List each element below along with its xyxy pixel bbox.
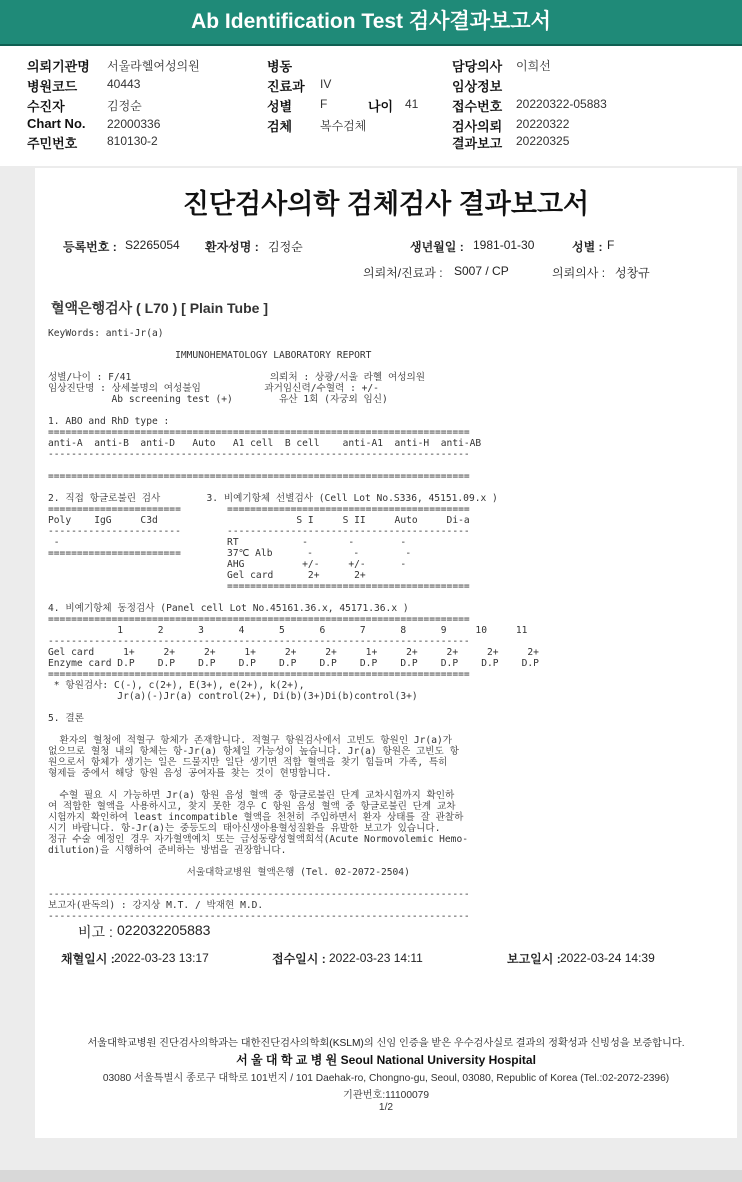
reg-label: 등록번호 : — [63, 240, 117, 254]
header-label: 검체 — [267, 119, 293, 134]
report-line: 보고자(판독의) : 강지상 M.T. / 박재현 M.D. — [48, 900, 264, 911]
report-line: 시험까지 확인하여 least incompatible 혈액을 천천히 주입하면서 환자 상태를 잘 관찰하 — [48, 812, 464, 823]
header-label: 담당의사 — [452, 59, 503, 74]
report-line: 시기 바랍니다. 항-Jr(a)는 중등도의 태아신생아용혈성질환을 유발한 보고가 있습니다. — [48, 823, 441, 834]
dept-label: 의뢰처/진료과 : — [363, 266, 443, 280]
report-line: 5. 결론 — [48, 713, 84, 724]
header-value: 복수검체 — [320, 119, 367, 133]
sex-value: F — [607, 238, 615, 252]
report-line: anti-A anti-B anti-D Auto A1 cell B cell anti-A1 anti-H anti-AB — [48, 438, 482, 449]
report-line: ========================================================================= — [48, 427, 470, 438]
header-label: 나이 — [368, 99, 394, 114]
report-paper — [35, 168, 737, 1138]
doctor-value: 성창규 — [615, 266, 650, 280]
header-label: Chart No. — [27, 116, 86, 131]
header-value: 810130-2 — [107, 134, 158, 148]
report-line: 수혈 필요 시 가능하면 Jr(a) 항원 음성 혈액 중 항글로불린 단계 교차시험까지 확인하 — [48, 790, 455, 801]
report-line — [48, 702, 539, 713]
page-number: 1/2 — [378, 1102, 394, 1113]
report-line: ======================= ========================================== — [48, 504, 470, 515]
report-line: ------------------------------------------------------------------------- — [48, 449, 470, 460]
patient-label: 환자성명 : — [205, 240, 259, 254]
report-line: ========================================================================= — [48, 669, 470, 680]
header-label: 성별 — [267, 99, 293, 114]
report-line — [48, 779, 539, 790]
report-line: Ab screening test (+) 유산 1회 (자궁외 임신) — [48, 394, 388, 405]
dob-label: 생년월일 : — [410, 240, 464, 254]
report-line: ========================================================================= — [48, 614, 470, 625]
header-value: IV — [320, 77, 332, 91]
collect-label: 채혈일시 : — [61, 952, 115, 966]
report-line: 없으므로 혈청 내의 항체는 항-Jr(a) 항체일 가능성이 높습니다. Jr(a) 항원은 고빈도 항 — [48, 746, 459, 757]
lab-report-body — [48, 328, 539, 922]
reg-value: S2265054 — [125, 238, 180, 252]
report-line: 성별/나이 : F/41 의뢰처 : 상광/서울 라헬 여성의원 — [48, 372, 426, 383]
report-line: ----------------------- ------------------------------------------ — [48, 526, 470, 537]
collect-value: 2022-03-23 13:17 — [114, 951, 209, 965]
report-line: dilution)을 시행하여 준비하는 방법을 권장합니다. — [48, 845, 287, 856]
header-label: 의뢰기관명 — [27, 59, 90, 74]
bottom-strip — [0, 1170, 742, 1182]
header-value: 40443 — [107, 77, 141, 91]
header-label: 검사의뢰 — [452, 119, 503, 134]
report-value: 2022-03-24 14:39 — [560, 951, 655, 965]
header-value: 20220325 — [516, 134, 570, 148]
receive-value: 2022-03-23 14:11 — [329, 951, 423, 965]
header-label: 진료과 — [267, 79, 305, 94]
report-line — [48, 361, 539, 372]
report-line: ========================================== — [48, 581, 470, 592]
report-line: 정규 수술 예정인 경우 자가혈액예치 또는 급성동량성혈액희석(Acute Normovolemic Hemo- — [48, 834, 469, 845]
report-line: ------------------------------------------------------------------------- — [48, 636, 470, 647]
report-title: 진단검사의학 검체검사 결과보고서 — [182, 189, 590, 219]
footer-hospital-en: Seoul National University Hospital — [340, 1053, 536, 1067]
header-value: F — [320, 97, 328, 111]
header-label: 임상정보 — [452, 79, 503, 94]
report-banner — [0, 0, 742, 46]
report-line — [48, 878, 539, 889]
report-line — [48, 339, 539, 350]
banner-title: Ab Identification Test 검사결과보고서 — [191, 10, 551, 33]
doctor-label: 의뢰의사 : — [552, 266, 606, 280]
header-value: 20220322-05883 — [516, 97, 607, 111]
header-value: 이희선 — [516, 59, 551, 73]
report-line: * 항원검사: C(-), c(2+), E(3+), e(2+), k(2+), — [48, 680, 305, 691]
report-line: Enzyme card D.P D.P D.P D.P D.P D.P D.P D.P D.P D.P D.P — [48, 658, 539, 669]
footer-cert: 서울대학교병원 진단검사의학과는 대한진단검사의학회(KSLM)의 신임 인증을 받은 우수검사실로 결과의 정확성과 신빙성을 보증합니다. — [87, 1038, 685, 1049]
footer-hospital — [35, 1051, 737, 1068]
report-line: ======================= 37℃ Alb - - - — [48, 548, 412, 559]
header-value: 김정순 — [107, 99, 142, 113]
report-line: 여 적합한 혈액을 사용하시고, 찾지 못한 경우 C 항원 음성 혈액 중 항글로불린 단계 교차 — [48, 801, 456, 812]
report-line — [48, 405, 539, 416]
dob-value: 1981-01-30 — [473, 238, 535, 252]
header-label: 접수번호 — [452, 99, 503, 114]
footer-address: 03080 서울특별시 종로구 대학로 101번지 / 101 Daehak-ro, Chongno-gu, Seoul, 03080, Republic of Korea (Tel.:02-2072-2396) — [102, 1073, 670, 1084]
report-line: 4. 비예기항체 동정검사 (Panel cell Lot No.45161.36.x, 45171.36.x ) — [48, 603, 409, 614]
report-line: 환자의 혈청에 적혈구 항체가 존재합니다. 적혈구 항원검사에서 고빈도 항원인 Jr(a)가 — [48, 735, 453, 746]
report-line — [48, 592, 539, 603]
report-line: - RT - - - — [48, 537, 407, 548]
request-header — [0, 46, 742, 166]
report-label: 보고일시 : — [507, 952, 561, 966]
sex-label: 성별 : — [572, 240, 603, 254]
report-line: IMMUNOHEMATOLOGY LABORATORY REPORT — [48, 350, 372, 361]
report-line: 1 2 3 4 5 6 7 8 9 10 11 — [48, 625, 528, 636]
report-line: 서울대학교병원 혈액은행 (Tel. 02-2072-2504) — [48, 867, 410, 878]
report-line — [48, 856, 539, 867]
header-label: 병동 — [267, 59, 293, 74]
footer-institution-no: 기관번호:11100079 — [342, 1090, 429, 1101]
header-value: 22000336 — [107, 117, 161, 131]
header-label: 수진자 — [27, 99, 65, 114]
report-line — [48, 724, 539, 735]
report-line: AHG +/- +/- - — [48, 559, 407, 570]
report-line — [48, 482, 539, 493]
receive-label: 접수일시 : — [272, 952, 326, 966]
report-line — [48, 460, 539, 471]
report-line: Poly IgG C3d S I S II Auto Di-a — [48, 515, 470, 526]
report-line: ========================================================================= — [48, 471, 470, 482]
header-label: 병원코드 — [27, 79, 78, 94]
section-title: 혈액은행검사 ( L70 ) [ Plain Tube ] — [51, 300, 269, 316]
report-line: Jr(a)(-)Jr(a) control(2+), Di(b)(3+)Di(b)control(3+) — [48, 691, 418, 702]
report-line: KeyWords: anti-Jr(a) — [48, 328, 164, 339]
header-label: 주민번호 — [27, 136, 78, 151]
note-label: 비고 : — [78, 924, 113, 940]
report-line: 임상진단명 : 상세불명의 여성불임 과거임신력/수혈력 : +/- — [48, 383, 379, 394]
header-value: 41 — [405, 97, 419, 111]
report-line: 원으로서 항체가 생기는 일은 드물지만 일단 생기면 적합 혈액을 찾기 힘들며 가족, 특히 — [48, 757, 448, 768]
report-line: 1. ABO and RhD type : — [48, 416, 170, 427]
footer-hospital-kr: 서 울 대 학 교 병 원 — [236, 1053, 338, 1067]
note-value: 022032205883 — [117, 922, 211, 938]
report-line: Gel card 1+ 2+ 2+ 1+ 2+ 2+ 1+ 2+ 2+ 2+ 2+ — [48, 647, 539, 658]
report-line: 형제들 중에서 해당 항원 음성 공여자를 찾는 것이 현명합니다. — [48, 768, 332, 779]
dept-value: S007 / CP — [454, 264, 509, 278]
header-value: 20220322 — [516, 117, 570, 131]
header-value: 서울라헬여성의원 — [107, 59, 200, 73]
header-label: 결과보고 — [452, 136, 503, 151]
report-line: Gel card 2+ 2+ — [48, 570, 366, 581]
report-line: 2. 직접 항글로불린 검사 3. 비예기항체 선별검사 (Cell Lot No.S336, 45151.09.x ) — [48, 493, 498, 504]
report-line: ------------------------------------------------------------------------- — [48, 889, 470, 900]
patient-value: 김정순 — [268, 240, 303, 254]
report-line: ------------------------------------------------------------------------- — [48, 911, 470, 922]
